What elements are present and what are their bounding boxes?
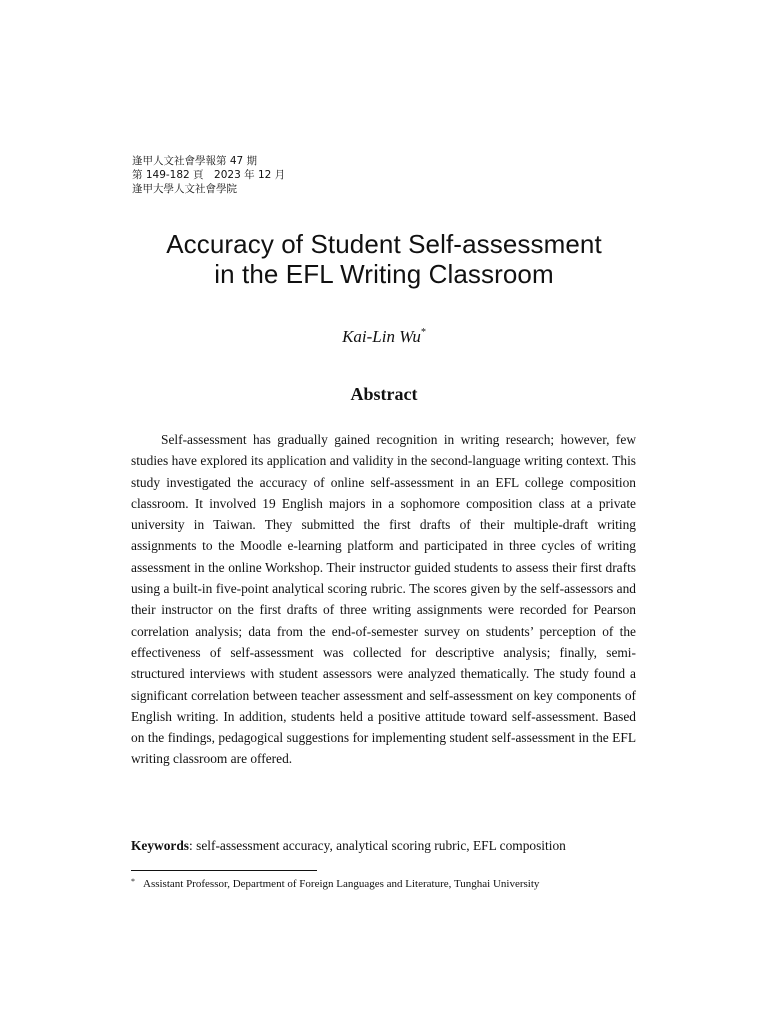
- keywords-label: Keywords: [131, 838, 190, 853]
- footnote: [131, 876, 539, 892]
- footnote-mark: *: [131, 877, 135, 886]
- keywords-line: [131, 836, 651, 856]
- abstract-heading: Abstract: [350, 384, 418, 404]
- author-line: [0, 326, 768, 348]
- journal-publisher-line: 逢甲大學人文社會學院: [132, 183, 237, 195]
- abstract-body: Self-assessment has gradually gained recognition in writing research; however, few studies have explored its application and validity in the second-language writing context. This study investigated the accuracy of online self-assessment in an EFL college composition classroom. It involved 19 English majors in a sophomore composition class at a private university in Taiwan. They submitted the first drafts of their multiple-draft writing assignments to the Moodle e-learning platform and participated in three cycles of writing assessment in the online Workshop. Their instructor guided students to assess their first drafts using a built-in five-point analytical scoring rubric. The scores given by the self-assessors and their instructor on the first drafts of three writing assignments were recorded for Pearson correlation analysis; data from the end-of-semester survey on students’ perception of the effectiveness of self-assessment was collected for descriptive analysis; finally, semi-structured interviews with student assessors were analyzed thematically. The study found a significant correlation between teacher assessment and self-assessment on key components of English writing. In addition, students held a positive attitude toward self-assessment. Based on the findings, pedagogical suggestions for implementing student self-assessment in the EFL writing classroom are offered.: [131, 432, 636, 767]
- footnote-text: Assistant Professor, Department of Foreign Languages and Literature, Tunghai University: [143, 878, 540, 890]
- journal-issue-line: 逢甲人文社會學報第 47 期: [132, 155, 258, 167]
- paper-title-line-2: in the EFL Writing Classroom: [214, 259, 554, 289]
- author-name: Kai-Lin Wu: [342, 327, 421, 346]
- footnote-divider: [131, 870, 317, 871]
- keywords-text: self-assessment accuracy, analytical scoring rubric, EFL composition: [196, 838, 566, 853]
- author-footnote-mark: *: [420, 327, 426, 338]
- paper-title: [0, 229, 768, 289]
- journal-pages-line: 第 149-182 頁 2023 年 12 月: [132, 169, 286, 181]
- keywords-separator: :: [189, 838, 197, 853]
- journal-header: [132, 154, 285, 196]
- paper-title-line-1: Accuracy of Student Self-assessment: [166, 229, 602, 259]
